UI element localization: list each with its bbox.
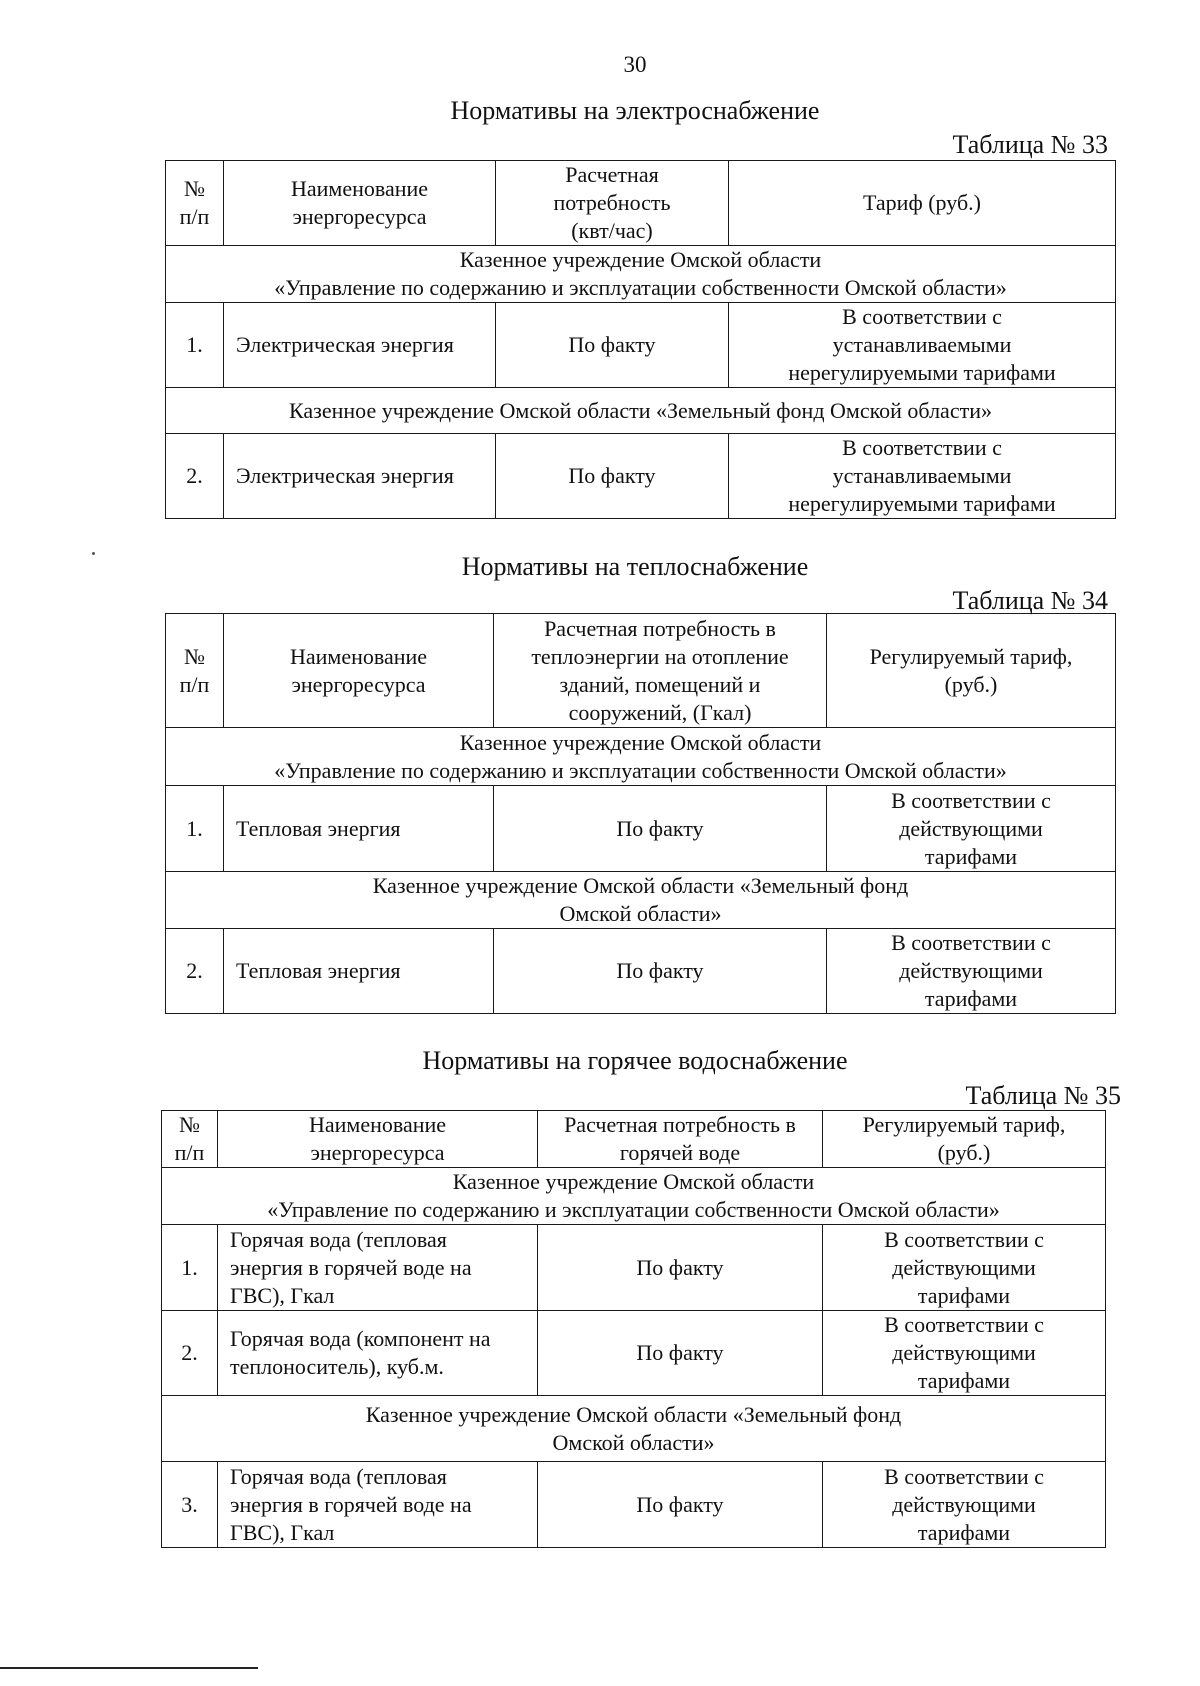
table-header-row [162,1111,1106,1168]
header-resource-name: Наименование энергоресурса [224,614,494,728]
row-number: 1. [162,1225,218,1311]
organization-name: Казенное учреждение Омской области «Управление по содержанию и эксплуатации собственности Омской области» [166,728,1116,786]
row-number: 2. [166,929,224,1014]
resource-name: Тепловая энергия [224,929,494,1014]
row-number: 2. [166,434,224,519]
header-estimated-need: Расчетная потребность в теплоэнергии на отопление зданий, помещений и сооружений, (Гкал) [494,614,827,728]
row-number: 1. [166,303,224,388]
table-header-row [166,614,1116,728]
table-heating [165,613,1116,1014]
organization-name: Казенное учреждение Омской области «Земельный фонд Омской области» [166,388,1116,434]
organization-row [166,388,1116,434]
table-row [166,929,1116,1014]
table-label-33: Таблица № 33 [952,130,1108,159]
estimated-need: По факту [538,1462,823,1548]
estimated-need: По факту [494,929,827,1014]
header-number: № п/п [166,614,224,728]
resource-name: Горячая вода (компонент на теплоноситель), куб.м. [218,1311,538,1396]
resource-name: Горячая вода (тепловая энергия в горячей воде на ГВС), Гкал [218,1225,538,1311]
table-header-row [166,161,1116,246]
estimated-need: По факту [496,434,729,519]
header-tariff: Тариф (руб.) [729,161,1116,246]
resource-name: Горячая вода (тепловая энергия в горячей воде на ГВС), Гкал [218,1462,538,1548]
table-row [162,1311,1106,1396]
table-label-34: Таблица № 34 [952,586,1108,615]
tariff: В соответствии с устанавливаемыми нерегулируемыми тарифами [729,303,1116,388]
tariff: В соответствии с действующими тарифами [823,1311,1106,1396]
organization-row [166,872,1116,929]
estimated-need: По факту [496,303,729,388]
tariff: В соответствии с действующими тарифами [823,1225,1106,1311]
header-tariff: Регулируемый тариф, (руб.) [823,1111,1106,1168]
table-hot-water [161,1110,1106,1548]
organization-row [166,728,1116,786]
organization-row [162,1168,1106,1225]
organization-name: Казенное учреждение Омской области «Земельный фонд Омской области» [166,872,1116,929]
table-electricity [165,160,1116,519]
organization-name: Казенное учреждение Омской области «Земельный фонд Омской области» [162,1396,1106,1462]
header-number: № п/п [166,161,224,246]
header-number: № п/п [162,1111,218,1168]
section-title-heating: Нормативы на теплоснабжение [461,552,809,581]
tariff: В соответствии с действующими тарифами [823,1462,1106,1548]
header-estimated-need: Расчетная потребность в горячей воде [538,1111,823,1168]
tariff: В соответствии с действующими тарифами [827,929,1116,1014]
organization-name: Казенное учреждение Омской области «Управление по содержанию и эксплуатации собственности Омской области» [166,246,1116,303]
row-number: 1. [166,786,224,872]
organization-row [166,246,1116,303]
footnote-rule [0,1667,258,1669]
section-title-hot-water: Нормативы на горячее водоснабжение [422,1046,848,1075]
estimated-need: По факту [538,1225,823,1311]
header-resource-name: Наименование энергоресурса [224,161,496,246]
table-row [166,303,1116,388]
table-label-35: Таблица № 35 [965,1081,1121,1110]
table-row [162,1225,1106,1311]
resource-name: Тепловая энергия [224,786,494,872]
estimated-need: По факту [494,786,827,872]
organization-name: Казенное учреждение Омской области «Управление по содержанию и эксплуатации собственности Омской области» [162,1168,1106,1225]
resource-name: Электрическая энергия [224,303,496,388]
header-estimated-need: Расчетная потребность (квт/час) [496,161,729,246]
header-tariff: Регулируемый тариф, (руб.) [827,614,1116,728]
header-resource-name: Наименование энергоресурса [218,1111,538,1168]
tariff: В соответствии с устанавливаемыми нерегулируемыми тарифами [729,434,1116,519]
section-title-electricity: Нормативы на электроснабжение [450,96,820,125]
table-row [166,786,1116,872]
page-number: 30 [623,52,647,77]
tariff: В соответствии с действующими тарифами [827,786,1116,872]
table-row [162,1462,1106,1548]
organization-row [162,1396,1106,1462]
row-number: 3. [162,1462,218,1548]
row-number: 2. [162,1311,218,1396]
estimated-need: По факту [538,1311,823,1396]
resource-name: Электрическая энергия [224,434,496,519]
table-row [166,434,1116,519]
